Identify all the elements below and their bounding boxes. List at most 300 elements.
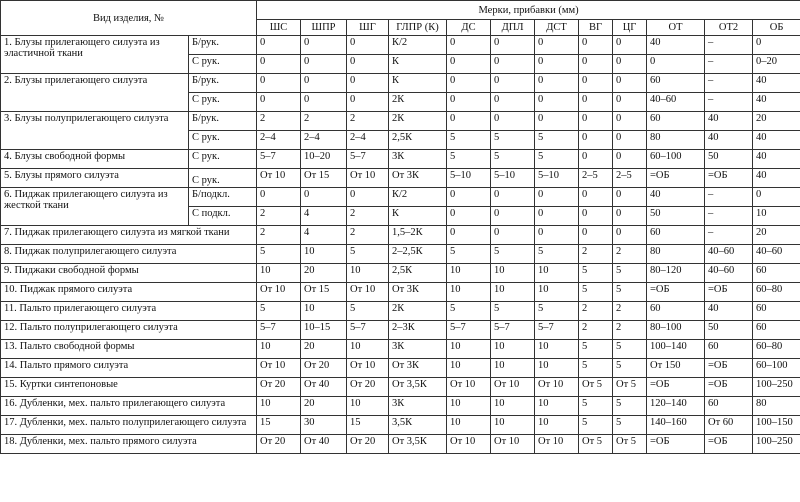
- table-cell: 50: [705, 321, 753, 340]
- table-cell: От 3К: [389, 359, 447, 378]
- table-cell: 5–7: [257, 150, 301, 169]
- table-cell: 2–2,5К: [389, 245, 447, 264]
- table-cell: 4: [301, 207, 347, 226]
- table-cell: 80–120: [647, 264, 705, 283]
- product-name: 9. Пиджаки свободной формы: [1, 264, 257, 283]
- table-cell: От 40: [301, 435, 347, 454]
- table-cell: 0: [613, 150, 647, 169]
- table-cell: 2: [347, 112, 389, 131]
- variant-label: С рук.: [189, 93, 257, 112]
- table-cell: 0: [301, 93, 347, 112]
- table-cell: 0: [613, 188, 647, 207]
- table-cell: От 15: [301, 169, 347, 188]
- table-cell: 2: [579, 245, 613, 264]
- table-cell: 2: [257, 112, 301, 131]
- table-cell: 10: [535, 340, 579, 359]
- table-cell: 10: [491, 397, 535, 416]
- table-cell: 5: [257, 245, 301, 264]
- table-cell: 2К: [389, 93, 447, 112]
- table-cell: 0: [613, 207, 647, 226]
- table-cell: 80: [647, 131, 705, 150]
- variant-label: Б/подкл.: [189, 188, 257, 207]
- table-cell: От 10: [535, 435, 579, 454]
- table-cell: 5: [447, 302, 491, 321]
- product-column-header: Вид изделия, №: [1, 1, 257, 36]
- table-cell: 0: [613, 226, 647, 245]
- table-cell: –: [705, 207, 753, 226]
- table-cell: От 10: [491, 435, 535, 454]
- table-cell: 60: [753, 302, 800, 321]
- table-cell: От 20: [257, 435, 301, 454]
- table-cell: 40: [647, 36, 705, 55]
- table-cell: 0: [579, 74, 613, 93]
- product-name: 3. Блузы полуприлегающего силуэта: [1, 112, 189, 150]
- column-header: ШГ: [347, 20, 389, 36]
- table-cell: 2: [257, 226, 301, 245]
- table-cell: 10: [535, 397, 579, 416]
- table-cell: От 10: [347, 169, 389, 188]
- table-cell: 0: [447, 188, 491, 207]
- table-cell: От 15: [301, 283, 347, 302]
- table-cell: 40: [705, 302, 753, 321]
- product-name: 4. Блузы свободной формы: [1, 150, 189, 169]
- table-cell: От 10: [257, 283, 301, 302]
- table-cell: 60: [647, 302, 705, 321]
- table-cell: =ОБ: [705, 283, 753, 302]
- table-cell: 5–7: [535, 321, 579, 340]
- product-name: 6. Пиджак прилегающего силуэта из жесткой ткани: [1, 188, 189, 226]
- table-cell: 2–4: [301, 131, 347, 150]
- table-cell: 0: [447, 36, 491, 55]
- table-row: [1, 340, 800, 359]
- table-cell: 20: [301, 397, 347, 416]
- table-cell: 40: [753, 74, 800, 93]
- variant-label: Б/рук.: [189, 74, 257, 93]
- table-cell: –: [705, 93, 753, 112]
- table-cell: 10: [447, 283, 491, 302]
- table-cell: 0: [579, 226, 613, 245]
- table-cell: 5: [613, 397, 647, 416]
- table-cell: 10: [257, 340, 301, 359]
- table-cell: 0: [257, 188, 301, 207]
- column-header: ОБ: [753, 20, 800, 36]
- table-cell: К/2: [389, 36, 447, 55]
- table-cell: 0: [535, 188, 579, 207]
- column-header: ЦГ: [613, 20, 647, 36]
- table-cell: 2,5К: [389, 131, 447, 150]
- table-cell: 5–7: [257, 321, 301, 340]
- table-cell: 40: [753, 150, 800, 169]
- table-cell: 0: [491, 112, 535, 131]
- table-cell: 10: [491, 340, 535, 359]
- column-header: ГЛПР (К): [389, 20, 447, 36]
- table-cell: 60: [705, 397, 753, 416]
- table-cell: 0: [491, 207, 535, 226]
- table-row: [1, 264, 800, 283]
- table-cell: 10: [535, 264, 579, 283]
- table-cell: 0: [579, 131, 613, 150]
- table-cell: 5: [579, 340, 613, 359]
- table-cell: От 10: [257, 359, 301, 378]
- table-cell: 20: [301, 340, 347, 359]
- table-cell: 10: [447, 264, 491, 283]
- table-row: [1, 169, 800, 188]
- table-cell: 5: [579, 283, 613, 302]
- table-cell: 0: [613, 74, 647, 93]
- table-cell: 10: [301, 245, 347, 264]
- table-cell: 0: [257, 93, 301, 112]
- table-cell: 5: [447, 131, 491, 150]
- table-cell: 20: [753, 112, 800, 131]
- table-cell: От 5: [613, 378, 647, 397]
- table-cell: 60–100: [753, 359, 800, 378]
- table-row: [1, 416, 800, 435]
- table-cell: 10: [347, 340, 389, 359]
- table-cell: 0: [579, 207, 613, 226]
- variant-label: Б/рук.: [189, 112, 257, 131]
- table-cell: 0: [257, 74, 301, 93]
- table-cell: 5: [535, 302, 579, 321]
- table-cell: 5: [535, 245, 579, 264]
- table-cell: 0: [301, 74, 347, 93]
- table-cell: 10–15: [301, 321, 347, 340]
- table-cell: От 20: [347, 435, 389, 454]
- table-cell: 0: [613, 131, 647, 150]
- table-cell: 100–150: [753, 416, 800, 435]
- table-cell: 5: [535, 150, 579, 169]
- table-row: [1, 321, 800, 340]
- table-cell: 0: [447, 55, 491, 74]
- column-header: ШС: [257, 20, 301, 36]
- table-cell: 0: [491, 93, 535, 112]
- product-name: 14. Пальто прямого силуэта: [1, 359, 257, 378]
- table-cell: 5: [579, 397, 613, 416]
- table-row: [1, 36, 800, 55]
- table-cell: 15: [257, 416, 301, 435]
- table-cell: 40–60: [705, 245, 753, 264]
- table-cell: 40–60: [753, 245, 800, 264]
- table-cell: От 20: [257, 378, 301, 397]
- table-row: [1, 226, 800, 245]
- product-name: 16. Дубленки, мех. пальто прилегающего силуэта: [1, 397, 257, 416]
- table-cell: К: [389, 55, 447, 74]
- table-cell: 5–7: [447, 321, 491, 340]
- table-cell: От 60: [705, 416, 753, 435]
- table-cell: 2: [613, 302, 647, 321]
- table-cell: От 5: [579, 435, 613, 454]
- table-cell: 0: [579, 188, 613, 207]
- variant-label: С рук.: [189, 131, 257, 150]
- table-cell: 40: [647, 188, 705, 207]
- table-cell: 5–10: [535, 169, 579, 188]
- table-row: [1, 302, 800, 321]
- table-cell: 10: [447, 359, 491, 378]
- table-cell: 60: [753, 264, 800, 283]
- table-cell: 40–60: [647, 93, 705, 112]
- variant-label: С подкл.: [189, 207, 257, 226]
- table-cell: 5: [579, 264, 613, 283]
- table-cell: 2: [579, 302, 613, 321]
- variant-label: С рук.: [189, 169, 257, 188]
- table-cell: 5: [347, 245, 389, 264]
- table-cell: 0: [613, 55, 647, 74]
- table-cell: 140–160: [647, 416, 705, 435]
- table-cell: 0: [535, 112, 579, 131]
- column-header: ОТ: [647, 20, 705, 36]
- product-name: 11. Пальто прилегающего силуэта: [1, 302, 257, 321]
- table-row: [1, 150, 800, 169]
- table-cell: 2: [257, 207, 301, 226]
- table-cell: От 20: [347, 378, 389, 397]
- table-cell: =ОБ: [647, 378, 705, 397]
- table-row: [1, 397, 800, 416]
- table-cell: 2К: [389, 112, 447, 131]
- table-cell: 0: [753, 36, 800, 55]
- table-cell: 0: [579, 55, 613, 74]
- table-cell: 0: [447, 112, 491, 131]
- table-cell: 60: [705, 340, 753, 359]
- table-cell: –: [705, 74, 753, 93]
- table-row: [1, 112, 800, 131]
- table-cell: =ОБ: [705, 169, 753, 188]
- table-cell: 10: [491, 359, 535, 378]
- table-cell: 0: [257, 36, 301, 55]
- column-header: ОТ2: [705, 20, 753, 36]
- table-cell: =ОБ: [705, 378, 753, 397]
- table-cell: От 10: [491, 378, 535, 397]
- table-cell: 0: [257, 55, 301, 74]
- table-cell: 10: [491, 283, 535, 302]
- table-cell: 0: [535, 55, 579, 74]
- table-cell: 2–3К: [389, 321, 447, 340]
- column-header: ДСТ: [535, 20, 579, 36]
- variant-label: Б/рук.: [189, 36, 257, 55]
- table-cell: =ОБ: [647, 283, 705, 302]
- table-cell: 0: [347, 36, 389, 55]
- table-cell: 0: [535, 226, 579, 245]
- table-cell: 0: [647, 55, 705, 74]
- table-cell: 5: [535, 131, 579, 150]
- table-cell: 0: [579, 93, 613, 112]
- table-cell: От 10: [257, 169, 301, 188]
- table-cell: 2К: [389, 302, 447, 321]
- table-cell: 10: [535, 283, 579, 302]
- table-cell: 5–7: [347, 321, 389, 340]
- table-cell: От 150: [647, 359, 705, 378]
- table-cell: 20: [753, 226, 800, 245]
- table-cell: К: [389, 74, 447, 93]
- table-cell: 5: [613, 416, 647, 435]
- table-cell: 5: [491, 302, 535, 321]
- table-cell: 10: [447, 397, 491, 416]
- table-cell: От 5: [613, 435, 647, 454]
- column-header: ДС: [447, 20, 491, 36]
- table-cell: 40: [753, 169, 800, 188]
- table-cell: 5: [447, 245, 491, 264]
- table-cell: 60: [753, 321, 800, 340]
- table-cell: 0: [535, 74, 579, 93]
- table-cell: 0: [301, 36, 347, 55]
- table-cell: 0: [447, 93, 491, 112]
- table-cell: 40: [705, 112, 753, 131]
- table-cell: 5: [613, 264, 647, 283]
- product-name: 13. Пальто свободной формы: [1, 340, 257, 359]
- table-cell: 60: [647, 226, 705, 245]
- product-name: 8. Пиджак полуприлегающего силуэта: [1, 245, 257, 264]
- table-cell: 10: [257, 264, 301, 283]
- table-cell: 5–10: [491, 169, 535, 188]
- table-cell: 5: [579, 416, 613, 435]
- table-cell: От 3,5К: [389, 435, 447, 454]
- table-cell: 0: [447, 226, 491, 245]
- table-cell: 5: [579, 359, 613, 378]
- table-cell: 40–60: [705, 264, 753, 283]
- table-cell: От 10: [447, 378, 491, 397]
- table-cell: 0: [491, 226, 535, 245]
- table-cell: 0: [613, 112, 647, 131]
- table-cell: 5: [257, 302, 301, 321]
- table-cell: –: [705, 55, 753, 74]
- table-cell: 40: [753, 93, 800, 112]
- table-cell: 50: [705, 150, 753, 169]
- product-name: 5. Блузы прямого силуэта: [1, 169, 189, 188]
- table-cell: От 10: [347, 359, 389, 378]
- table-cell: 0: [579, 112, 613, 131]
- table-cell: =ОБ: [705, 435, 753, 454]
- table-cell: 2: [613, 321, 647, 340]
- table-cell: 0: [491, 55, 535, 74]
- table-cell: –: [705, 226, 753, 245]
- table-cell: От 10: [535, 378, 579, 397]
- table-row: [1, 283, 800, 302]
- table-cell: 10: [535, 416, 579, 435]
- table-cell: 2–4: [257, 131, 301, 150]
- table-cell: –: [705, 36, 753, 55]
- table-cell: 5: [613, 359, 647, 378]
- table-cell: 0: [579, 36, 613, 55]
- table-cell: 0: [753, 188, 800, 207]
- table-cell: 60–80: [753, 283, 800, 302]
- table-cell: 0: [579, 150, 613, 169]
- table-cell: 2–5: [579, 169, 613, 188]
- table-cell: 40: [753, 131, 800, 150]
- table-cell: 10: [753, 207, 800, 226]
- table-cell: К/2: [389, 188, 447, 207]
- table-cell: От 20: [301, 359, 347, 378]
- table-cell: 10: [301, 302, 347, 321]
- product-name: 17. Дубленки, мех. пальто полуприлегающего силуэта: [1, 416, 257, 435]
- table-row: [1, 359, 800, 378]
- table-cell: 2: [347, 207, 389, 226]
- product-name: 2. Блузы прилегающего силуэта: [1, 74, 189, 112]
- table-cell: 10: [347, 264, 389, 283]
- table-cell: 3К: [389, 340, 447, 359]
- table-cell: 10: [491, 264, 535, 283]
- table-cell: 60–80: [753, 340, 800, 359]
- table-cell: 0: [613, 93, 647, 112]
- table-cell: 5: [447, 150, 491, 169]
- variant-label: С рук.: [189, 55, 257, 74]
- table-cell: 0: [347, 55, 389, 74]
- table-cell: 5: [491, 131, 535, 150]
- table-cell: От 3К: [389, 169, 447, 188]
- table-cell: 0: [301, 188, 347, 207]
- product-name: 15. Куртки синтепоновые: [1, 378, 257, 397]
- table-cell: 100–140: [647, 340, 705, 359]
- product-name: 7. Пиджак прилегающего силуэта из мягкой ткани: [1, 226, 257, 245]
- table-cell: 40: [705, 131, 753, 150]
- table-cell: От 40: [301, 378, 347, 397]
- table-cell: 0: [535, 207, 579, 226]
- table-cell: От 5: [579, 378, 613, 397]
- table-cell: 10–20: [301, 150, 347, 169]
- table-row: [1, 378, 800, 397]
- table-cell: =ОБ: [647, 169, 705, 188]
- table-cell: 10: [447, 416, 491, 435]
- variant-label: С рук.: [189, 150, 257, 169]
- table-cell: 60: [647, 74, 705, 93]
- table-cell: От 3К: [389, 283, 447, 302]
- table-cell: 100–250: [753, 435, 800, 454]
- table-cell: 60–100: [647, 150, 705, 169]
- table-cell: 2,5К: [389, 264, 447, 283]
- table-cell: 0–20: [753, 55, 800, 74]
- table-cell: 15: [347, 416, 389, 435]
- table-cell: 20: [301, 264, 347, 283]
- table-row: [1, 245, 800, 264]
- table-cell: 80–100: [647, 321, 705, 340]
- table-cell: 4: [301, 226, 347, 245]
- table-cell: 5–7: [347, 150, 389, 169]
- table-cell: 5: [491, 245, 535, 264]
- table-cell: 0: [347, 93, 389, 112]
- table-cell: 30: [301, 416, 347, 435]
- table-cell: 10: [491, 416, 535, 435]
- table-cell: От 10: [347, 283, 389, 302]
- table-cell: 120–140: [647, 397, 705, 416]
- table-cell: 10: [347, 397, 389, 416]
- table-row: [1, 188, 800, 207]
- product-name: 1. Блузы прилегающего силуэта из эластичной ткани: [1, 36, 189, 74]
- product-name: 12. Пальто полуприлегающего силуэта: [1, 321, 257, 340]
- table-cell: 50: [647, 207, 705, 226]
- product-name: 10. Пиджак прямого силуэта: [1, 283, 257, 302]
- product-name: 18. Дубленки, мех. пальто прямого силуэта: [1, 435, 257, 454]
- table-cell: От 10: [447, 435, 491, 454]
- table-cell: 80: [647, 245, 705, 264]
- table-cell: 2: [579, 321, 613, 340]
- table-cell: –: [705, 188, 753, 207]
- table-cell: 5: [491, 150, 535, 169]
- column-header: ШПР: [301, 20, 347, 36]
- table-cell: 0: [613, 36, 647, 55]
- table-cell: 3К: [389, 150, 447, 169]
- table-cell: 80: [753, 397, 800, 416]
- table-cell: 1,5–2К: [389, 226, 447, 245]
- table-cell: 60: [647, 112, 705, 131]
- table-cell: 0: [447, 74, 491, 93]
- column-header: ДПЛ: [491, 20, 535, 36]
- table-cell: 2–4: [347, 131, 389, 150]
- table-cell: 5: [613, 283, 647, 302]
- table-cell: 3,5К: [389, 416, 447, 435]
- column-header: ВГ: [579, 20, 613, 36]
- table-cell: 2: [613, 245, 647, 264]
- table-cell: К: [389, 207, 447, 226]
- table-cell: =ОБ: [705, 359, 753, 378]
- table-cell: 5–7: [491, 321, 535, 340]
- table-cell: 100–250: [753, 378, 800, 397]
